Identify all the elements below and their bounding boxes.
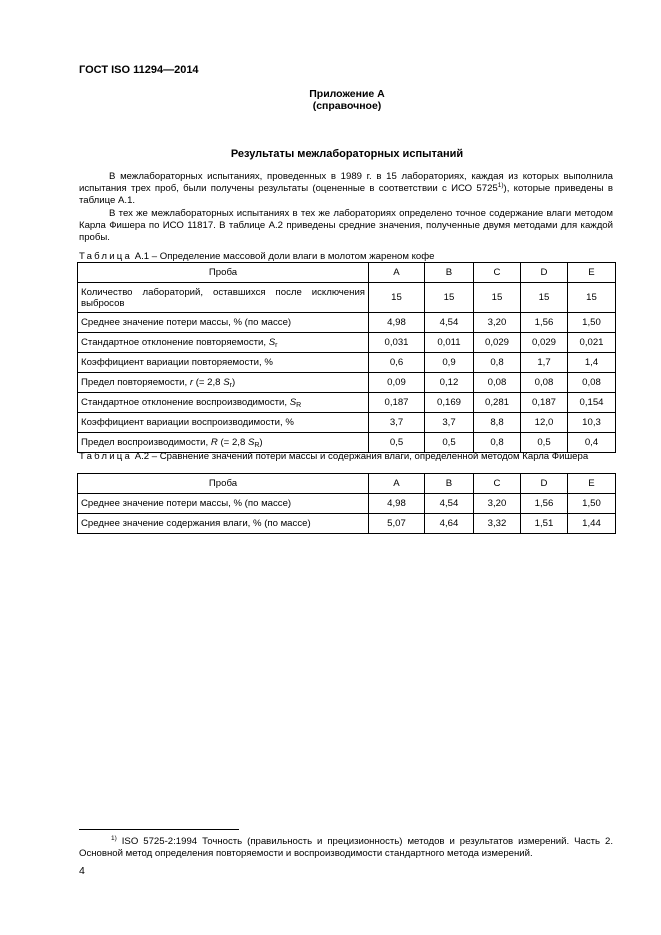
table-row — [78, 514, 616, 534]
cell-value: 0,029 — [474, 333, 521, 353]
symbol: S — [247, 437, 255, 448]
cell-value: 0,5 — [369, 433, 425, 453]
footnote-ref: 1) — [497, 182, 504, 189]
table-2-caption — [79, 451, 613, 462]
page-number: 4 — [79, 865, 85, 877]
cell-value: 0,08 — [568, 373, 616, 393]
row-label — [78, 333, 369, 353]
cell-value: 0,4 — [568, 433, 616, 453]
symbol: S — [289, 397, 297, 408]
row-label-text: (= 2,8 — [217, 437, 248, 448]
cell-value: 1,51 — [521, 514, 568, 534]
cell-value: 3,20 — [474, 494, 521, 514]
annex-heading — [0, 88, 661, 112]
footnote-separator — [79, 829, 239, 830]
paragraph-1-text-b: ), которые приведены в таблице А.1. — [79, 183, 613, 206]
row-label-text: Предел воспроизводимости, — [81, 437, 211, 448]
row-label: Среднее значение содержания влаги, % (по массе) — [78, 514, 369, 534]
annex-title: Приложение А — [309, 88, 385, 100]
table-2-caption-text: А.2 – Сравнение значений потери массы и содержания влаги, определенной методом Карла Фишера — [134, 451, 589, 462]
table-1-caption-word: Таблица — [79, 251, 133, 262]
cell-value: 1,50 — [568, 313, 616, 333]
table-row — [78, 353, 616, 373]
cell-value: 0,08 — [474, 373, 521, 393]
table-header-row — [78, 263, 616, 283]
symbol: S — [223, 377, 230, 388]
document-code-header: ГОСТ ISO 11294—2014 — [79, 64, 199, 76]
row-label — [78, 393, 369, 413]
cell-value: 1,7 — [521, 353, 568, 373]
row-label: Коэффициент вариации повторяемости, % — [78, 353, 369, 373]
paragraph-1-text-a: В межлабораторных испытаниях, проведенных в 1989 г. в 15 лабораториях, каждая из которых выполнила испытания трех проб, были получены результаты (оцененные в соответствии с ИСО 5725 — [79, 171, 613, 194]
table-row — [78, 313, 616, 333]
paragraph-2 — [79, 208, 613, 244]
paragraph-1 — [79, 171, 613, 207]
table-row — [78, 494, 616, 514]
cell-value: 10,3 — [568, 413, 616, 433]
row-label: Коэффициент вариации воспроизводимости, % — [78, 413, 369, 433]
cell-value: 0,021 — [568, 333, 616, 353]
cell-value: 0,187 — [369, 393, 425, 413]
cell-value: 15 — [425, 283, 474, 313]
cell-value: 1,50 — [568, 494, 616, 514]
cell-value: 15 — [474, 283, 521, 313]
cell-value: 12,0 — [521, 413, 568, 433]
cell-value: 0,12 — [425, 373, 474, 393]
header-cell: E — [568, 474, 616, 494]
cell-value: 0,5 — [425, 433, 474, 453]
cell-value: 15 — [369, 283, 425, 313]
header-cell: D — [521, 263, 568, 283]
row-label: Среднее значение потери массы, % (по массе) — [78, 494, 369, 514]
cell-value: 0,08 — [521, 373, 568, 393]
section-title: Результаты межлабораторных испытаний — [230, 148, 464, 160]
cell-value: 0,011 — [425, 333, 474, 353]
cell-value: 0,029 — [521, 333, 568, 353]
footnote-text: ISO 5725-2:1994 Точность (правильность и прецизионность) методов и результатов измерений. Часть 2. Основной метод определения повторяемости и воспроизводимости стандартного метода измерений. — [79, 836, 613, 859]
cell-value: 4,98 — [369, 494, 425, 514]
row-label — [78, 373, 369, 393]
table-2-caption-word: Таблица — [79, 451, 133, 462]
table-row — [78, 413, 616, 433]
row-label-text: (= 2,8 — [193, 377, 224, 388]
header-cell: B — [425, 474, 474, 494]
cell-value: 0,8 — [474, 433, 521, 453]
header-cell: Проба — [78, 474, 369, 494]
header-cell: C — [474, 474, 521, 494]
cell-value: 0,6 — [369, 353, 425, 373]
row-label-text: Предел повторяемости, — [81, 377, 190, 388]
symbol: r — [189, 377, 194, 388]
row-label-text: Стандартное отклонение повторяемости, — [81, 337, 269, 348]
symbol-subscript: r — [229, 382, 232, 389]
cell-value: 4,98 — [369, 313, 425, 333]
footnote-marker: 1) — [111, 835, 117, 842]
cell-value: 4,64 — [425, 514, 474, 534]
row-label: Среднее значение потери массы, % (по массе) — [78, 313, 369, 333]
row-label-text: Стандартное отклонение воспроизводимости, — [81, 397, 290, 408]
header-cell: D — [521, 474, 568, 494]
cell-value: 15 — [568, 283, 616, 313]
annex-note: (справочное) — [312, 100, 382, 112]
table-row — [78, 393, 616, 413]
table-1-caption-text: А.1 – Определение массовой доли влаги в молотом жареном кофе — [134, 251, 435, 262]
header-cell: B — [425, 263, 474, 283]
cell-value: 5,07 — [369, 514, 425, 534]
table-1-caption — [79, 251, 613, 262]
cell-value: 1,56 — [521, 494, 568, 514]
symbol-subscript: R — [254, 442, 260, 449]
paragraph-2-text: В тех же межлабораторных испытаниях в тех же лабораториях определено точное содержание влаги методом Карла Фишера по ИСО 11817. В таблице А.2 приведены средние значения, полученные двумя методами для каждой пробы. — [79, 208, 613, 243]
cell-value: 0,187 — [521, 393, 568, 413]
table-2 — [77, 473, 616, 534]
cell-value: 0,8 — [474, 353, 521, 373]
cell-value: 3,7 — [425, 413, 474, 433]
table-row — [78, 333, 616, 353]
cell-value: 1,4 — [568, 353, 616, 373]
cell-value: 0,281 — [474, 393, 521, 413]
cell-value: 1,44 — [568, 514, 616, 534]
row-label — [78, 433, 369, 453]
header-cell: A — [369, 263, 425, 283]
row-label: Количество лабораторий, оставшихся после исключения выбросов — [78, 283, 369, 313]
symbol: R — [210, 437, 218, 448]
symbol-subscript: R — [296, 402, 302, 409]
symbol-subscript: r — [275, 342, 278, 349]
row-label-text: ) — [259, 437, 263, 448]
cell-value: 3,20 — [474, 313, 521, 333]
table-header-row — [78, 474, 616, 494]
cell-value: 0,169 — [425, 393, 474, 413]
symbol: S — [268, 337, 276, 348]
cell-value: 4,54 — [425, 494, 474, 514]
cell-value: 3,32 — [474, 514, 521, 534]
cell-value: 15 — [521, 283, 568, 313]
table-1 — [77, 262, 616, 453]
cell-value: 0,9 — [425, 353, 474, 373]
cell-value: 0,5 — [521, 433, 568, 453]
table-row — [78, 283, 616, 313]
row-label-text: ) — [231, 377, 236, 388]
table-row — [78, 373, 616, 393]
table-row — [78, 433, 616, 453]
header-cell: C — [474, 263, 521, 283]
cell-value: 3,7 — [369, 413, 425, 433]
header-cell: Проба — [78, 263, 369, 283]
cell-value: 0,09 — [369, 373, 425, 393]
header-cell: E — [568, 263, 616, 283]
cell-value: 0,031 — [369, 333, 425, 353]
cell-value: 1,56 — [521, 313, 568, 333]
footnote — [79, 836, 613, 860]
cell-value: 0,154 — [568, 393, 616, 413]
cell-value: 8,8 — [474, 413, 521, 433]
cell-value: 4,54 — [425, 313, 474, 333]
header-cell: A — [369, 474, 425, 494]
